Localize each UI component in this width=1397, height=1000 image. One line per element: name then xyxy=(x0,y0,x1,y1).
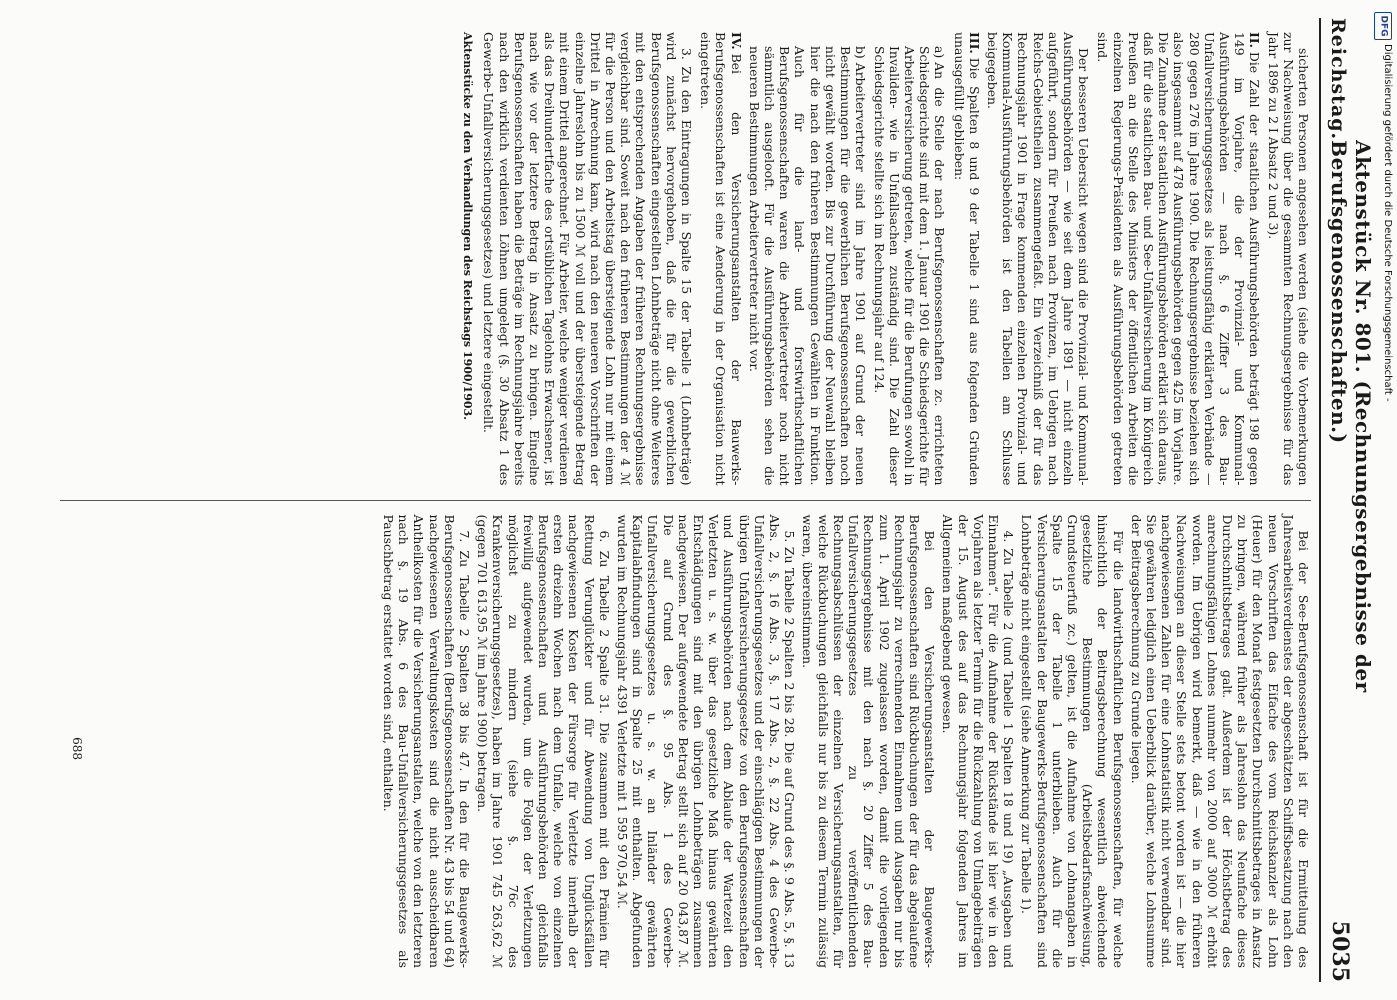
paragraph: sicherten Personen angesehen werden (siehe die Vorbemerkungen zur Nachweisung über die gesammten Rechnungsergebnisse für das Jahr 1896 zu 2 I Absatz 2 und 3). xyxy=(1265,32,1311,486)
sub-paragraph xyxy=(747,46,869,486)
footnote: Aktenstücke zu den Verhandlungen des Reichstags 1900/1903. xyxy=(461,32,475,420)
numbered-paragraph xyxy=(1095,32,1262,486)
paragraph: 5. Zu Tabelle 2 Spalten 2 bis 28. Die auf Grund des §. 9 Abs. 5, §. 13 Abs. 2, §. 16 Abs. 3, §. 17 Abs. 2, §. 22 Abs. 4 des Gewerbe-Unfallversicherungsgesetzes und der einschlägigen Bestimmungen der übrigen Unfallversicherungsgesetze von den Berufsgenossenschaften und Ausführungsbehörden nach dem Ablaufe der Wartezeit den Verletzten u. s. w. über das gesetzliche Maß hinaus gewährten Entschädigungen sind mit den übrigen Lohnbeträgen zusammen nachgewiesen. Der aufgewendete Betrag stellt sich auf 20 043,87 ℳ. Die auf Grund des §. 95 Abs. 1 des Gewerbe-Unfallversicherungsgesetzes u. s. w. an Inländer gewährten Kapitalabfindungen sind in Spalte 25 mit enthalten. Abgefunden wurden im Rechnungsjahr 4391 Verletzte mit 1 595 970,54 ℳ. xyxy=(615,514,798,968)
sub-paragraph-mark: b) xyxy=(853,46,869,59)
paragraph: 7. Zu Tabelle 2 Spalten 38 bis 47. In den für die Baugewerks-Berufsgenossenschaften (Berufsgenossenschaften Nr. 43 bis 54 und 64) nachgewiesenen Verwaltungskosten sind die nicht ausscheidbaren Antheilkosten für die Versicherungsanstalten, welche von den letzteren nach §. 19 Abs. 6 des Bau-Unfallversicherungsgesetzes als Pauschbetrag erstattet worden sind, enthalten. xyxy=(381,514,473,968)
paragraph: 4. Zu Tabelle 2 (und Tabelle 1 Spalten 18 und 19) „Ausgaben und Einnahmen“. Für die Aufnahme der Rückstände ist hier wie in den Vorjahren als letzter Termin für die Rückzahlung von Umlagebeiträgen der 15. August des auf das Rechnungsjahr folgenden Jahres im Allgemeinen maßgebend gewesen. xyxy=(940,514,1017,968)
header-left: Reichstag. xyxy=(1327,18,1349,141)
paragraph-text: Die Zahl der staatlichen Ausführungsbehörden beträgt 198 gegen 149 im Vorjahre, die der Provinzial- und Kommunal-Ausführungsbehörden — nach §. 6 Ziffer 3 des Bau-Unfallversicherungsgesetzes als leistungsfähig erklärten Verbände — 280 gegen 276 im Jahre 1900. Die Rechnungsergebnisse beziehen sich also insgesammt auf 478 Ausführungsbehörden gegen 425 im Vorjahre. Die Zunahme der staatlichen Ausführungsbehörden erklärt sich daraus, daß für die staatlichen Bau- und See-Unfallversicherung im Königreich Preußen an die Stelle des Ministers der öffentlichen Arbeiten die einzelnen Regierungs-Präsidenten als Ausführungsbehörden getreten sind. xyxy=(1095,32,1263,486)
header-page-number: 5035 xyxy=(1327,920,1353,982)
paragraph: Für die landwirthschaftlichen Berufsgenossenschaften, für welche hinsichtlich der Beitragsberechnung wesentlich abweichende gesetzliche Bestimmungen (Arbeitsbedarfsnachweisung, Grundsteuerfuß zc.) gelten, ist die Aufnahme von Lohnangaben in Spalte 15 der Tabelle 1 unterblieben. Auch für die Versicherungsanstalten der Baugewerks-Berufsgenossenschaften sind Lohnbeträge nicht eingestellt (siehe Anmerkung zur Tabelle 1). xyxy=(1019,514,1126,968)
sub-paragraph-mark: a) xyxy=(932,46,948,59)
bottom-page-number: 688 xyxy=(70,737,84,760)
paragraph: Der besseren Uebersicht wegen sind die Provinzial- und Kommunal-Ausführungsbehörden — wie seit dem Jahre 1891 — nicht einzeln aufgeführt, sondern für Preußen nach Provinzen, im Uebrigen nach Reichs-Gebietstheilen zusammengefaßt. Ein Verzeichniß der für das Rechnungsjahr 1901 in Frage kommenden einzelnen Provinzial- und Kommunal-Ausführungsbehörden ist den Tabellen am Schlusse beigegeben. xyxy=(984,32,1092,486)
left-column xyxy=(60,18,1311,500)
digitization-note xyxy=(1373,10,1393,990)
header-title: Aktenstück Nr. 801. (Rechnungsergebnisse der Berufsgenossenschaften.) xyxy=(1327,140,1375,693)
paragraph: Bei den Versicherungsanstalten der Baugewerks-Berufsgenossenschaften sind Rückbuchungen der für das abgelaufene Rechnungsjahr zu verrechnenden Einnahmen und Ausgaben nur bis zum 1. April 1902 zugelassen worden, damit die vorliegenden Rechnungsergebnisse mit den nach §. 20 Ziffer 5 des Bau-Unfallversicherungsgesetzes zu veröffentlichenden Rechnungsabschlüssen der einzelnen Versicherungsanstalten, für welche Rückbuchungen gleichfalls nur bis zu diesem Termin zulässig waren, übereinstimmen. xyxy=(800,514,938,968)
numbered-paragraph xyxy=(698,32,744,486)
paragraph-text: Bei den Versicherungsanstalten der Bauwerks-Berufsgenossenschaften ist eine Aenderung in der Organisation nicht eingetreten. xyxy=(698,32,744,486)
digitization-text: Digitalisierung gefördert durch die Deutsche Forschungsgemeinschaft - xyxy=(1382,44,1393,402)
sub-paragraph-text: An die Stelle der nach Berufsgenossenschaften zc. errichteten Schiedsgerichte sind mit dem 1. Januar 1901 die Schiedsgerichte für Arbeiterversicherung getreten, welche für die Berufungen sowohl in Invaliden- wie in Unfallsachen zuständig sind. Die Zahl dieser Schiedsgerichte stellte sich im Rechnungsjahr auf 124. xyxy=(871,46,948,486)
sub-paragraph xyxy=(871,46,947,486)
paragraph: Bei der See-Berufsgenossenschaft ist für die Ermittelung des Jahresarbeitsverdienstes der abgeschätzten Schiffsbesatzung nach den neuen Vorschriften das Eifache des vom Reichskanzler als Lohn (Heuer) für den Monat festgesetzten Durchschnittsbetrages in Ansatz zu bringen, während früher als Jahreslohn das Neunfache dieses Durchschnittsbetrages galt. Außerdem ist der Höchstbetrag des anrechnungsfähigen Lohnes nunmehr von 2000 auf 3000 ℳ erhöht worden. Im Uebrigen wird bemerkt, daß — wie in den früheren Nachweisungen an dieser Stelle stets betont worden ist — die hier nachgewiesenen Zahlen für eine Lohnstatistik nicht verwendbar sind. Sie gewähren lediglich einen Ueberblick darüber, welche Lohnsumme der Beitragsberechnung zu Grunde liegen. xyxy=(1128,514,1311,968)
dfg-logo-text: DFG xyxy=(1378,15,1389,37)
header-rule xyxy=(1319,18,1321,982)
paragraph-text: Die Spalten 8 und 9 der Tabelle 1 sind aus folgenden Gründen unausgefüllt geblieben: xyxy=(951,32,982,486)
right-column xyxy=(60,500,1311,983)
paragraph-number: III. xyxy=(966,32,982,54)
paragraph-number: IV. xyxy=(728,32,744,50)
paragraph: 6. Zu Tabelle 2 Spalte 31. Die zusammen mit den Prämien für Rettung Verunglückter und für Abwendung von Unglücksfällen nachgewiesenen Kosten der Fürsorge für Verletzte innerhalb der ersten dreizehn Wochen nach dem Unfalle, welche von einzelnen Berufsgenossenschaften und Ausführungsbehörden gleichfalls freiwillig aufgewendet wurden, um die Folgen der Verletzungen möglichst zu mindern (siehe §. 76c des Krankenversicherungsgesetzes), haben im Jahre 1901 745 263,62 ℳ (gegen 701 613,95 ℳ im Jahre 1900) betragen. xyxy=(475,514,612,968)
page-header xyxy=(1327,18,1375,982)
sub-paragraph-text: Arbeitervertreter sind im Jahre 1901 auf Grund der neuen Bestimmungen für die gewerblichen Berufsgenossenschaften noch nicht gewählt worden. Bis zur Durchführung der Neuwahl bleiben hier die nach den früheren Bestimmungen Gewählten in Funktion. Auch für die land- und forstwirthschaftlichen Berufsgenossenschaften waren die Arbeitervertreter noch nicht sämmtlich ausgelooft. Für die Ausführungsbehörden sehen die neueren Bestimmungen Arbeitervertreter nicht vor. xyxy=(746,46,869,486)
dfg-logo xyxy=(1374,12,1392,40)
paragraph-number: II. xyxy=(1247,32,1263,48)
text-columns xyxy=(60,18,1311,982)
paragraph: 3. Zu den Eintragungen in Spalte 15 der Tabelle 1 (Lohnbeträge) wird zunächst hervorgehoben, daß die für die gewerblichen Berufsgenossenschaften eingestellten Lohnbeträge nicht ohne Weiteres mit den entsprechenden Angaben der früheren Rechnungsergebnisse vergleichbar sind. Soweit nach den früheren Bestimmungen der 4 ℳ für die Person und den Arbeitstag übersteigende Lohn nur mit einem Drittel in Anrechnung kam, wird nach den neueren Vorschriften der einzelne Jahreslohn bis zu 1500 ℳ voll und der übersteigende Betrag mit einem Drittel angerechnet. Für Arbeiter, welche weniger verdienen als das Dreihundertfache des ortsüblichen Tagelohns Erwachsener, ist nach wie vor der letztere Betrag in Ansatz zu bringen. Eingelne Berufsgenossenschaften haben die Beträge im Rechnungsjahre bereits nach den wirklich verdienten Löhnen umgelegt (§. 30 Absatz 1 des Gewerbe-Unfallversicherungsgesetzes) und letztere eingestellt. xyxy=(481,32,695,486)
numbered-paragraph xyxy=(951,32,981,486)
